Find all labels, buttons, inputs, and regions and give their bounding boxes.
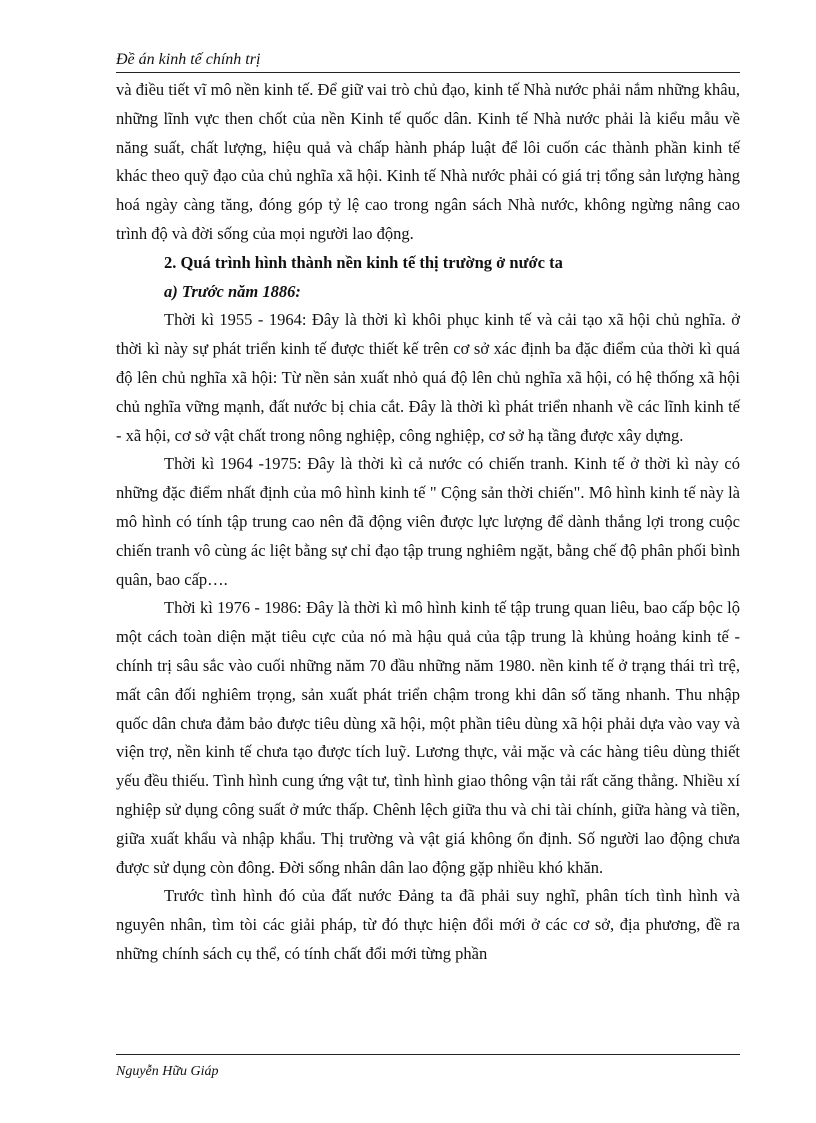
paragraph-1964-1975: Thời kì 1964 -1975: Đây là thời kì cả nước có chiến tranh. Kinh tế ở thời kì này có những đặc điểm nhất định của mô hình kinh tế " Cộng sản thời chiến". Mô hình kinh tế này là mô hình có tính tập trung cao nên đã động viên được lực lượng để dành thắng lợi trong cuộc chiến tranh vô cùng ác liệt bằng sự chỉ đạo tập trung nghiêm ngặt, bằng chế độ phân phối bình quân, bao cấp…. [116, 454, 740, 589]
page-footer: Nguyễn Hữu Giáp [116, 1054, 740, 1081]
paragraph-1: và điều tiết vĩ mô nền kinh tế. Để giữ vai trò chủ đạo, kinh tế Nhà nước phải nắm những khâu, những lĩnh vực then chốt của nền Kinh tế quốc dân. Kinh tế Nhà nước phải là kiểu mẫu về năng suất, chất lượng, hiệu quả và chấp hành pháp luật để lôi cuốn các thành phần kinh tế khác theo quỹ đạo của chủ nghĩa xã hội. Kinh tế Nhà nước phải có giá trị tổng sản lượng hàng hoá ngày càng tăng, đóng góp tỷ lệ cao trong ngân sách Nhà nước, không ngừng nâng cao trình độ và đời sống của mọi người lao động. [116, 80, 740, 243]
section-heading-2: 2. Quá trình hình thành nền kinh tế thị trường ở nước ta [164, 252, 563, 272]
page-body [116, 76, 740, 969]
subsection-heading-a: a) Trước năm 1886: [164, 281, 301, 301]
paragraph-conclusion: Trước tình hình đó của đất nước Đảng ta đã phải suy nghĩ, phân tích tình hình và nguyên nhân, tìm tòi các giải pháp, từ đó thực hiện đổi mới ở các cơ sở, địa phương, đề ra những chính sách cụ thể, có tính chất đổi mới từng phần [116, 886, 740, 963]
page-header: Đề án kinh tế chính trị [116, 50, 740, 73]
paragraph-1955-1964: Thời kì 1955 - 1964: Đây là thời kì khôi phục kinh tế và cải tạo xã hội chủ nghĩa. ở thời kì này sự phát triển kinh tế được thiết kế trên cơ sở xác định ba đặc điểm của thời kì quá độ lên chủ nghĩa xã hội: Từ nền sản xuất nhỏ quá độ lên chủ nghĩa xã hội, có hệ thống xã hội chủ nghĩa vững mạnh, đất nước bị chia cắt. Đây là thời kì phát triển nhanh về các lĩnh kinh tế - xã hội, cơ sở vật chất trong nông nghiệp, công nghiệp, cơ sở hạ tầng được xây dựng. [116, 310, 740, 445]
paragraph-1976-1986: Thời kì 1976 - 1986: Đây là thời kì mô hình kinh tế tập trung quan liêu, bao cấp bộc lộ một cách toàn diện mặt tiêu cực của nó mà hậu quả của tập trung là khủng hoảng kinh tế - chính trị sâu sắc vào cuối những năm 70 đầu những năm 1980. nền kinh tế ở trạng thái trì trệ, mất cân đối nghiêm trọng, sản xuất phát triển chậm trong khi dân số tăng nhanh. Thu nhập quốc dân chưa đảm bảo được tiêu dùng xã hội, một phần tiêu dùng xã hội phải dựa vào vay và viện trợ, nền kinh tế chưa tạo được tích luỹ. Lương thực, vải mặc và các hàng tiêu dùng thiết yếu đều thiếu. Tình hình cung ứng vật tư, tình hình giao thông vận tải rất căng thẳng. Nhiều xí nghiệp sử dụng công suất ở mức thấp. Chênh lệch giữa thu và chi tài chính, giữa hàng và tiền, giữa xuất khẩu và nhập khẩu. Thị trường và vật giá không ổn định. Số người lao động chưa được sử dụng còn đông. Đời sống nhân dân lao động gặp nhiều khó khăn. [116, 598, 740, 877]
